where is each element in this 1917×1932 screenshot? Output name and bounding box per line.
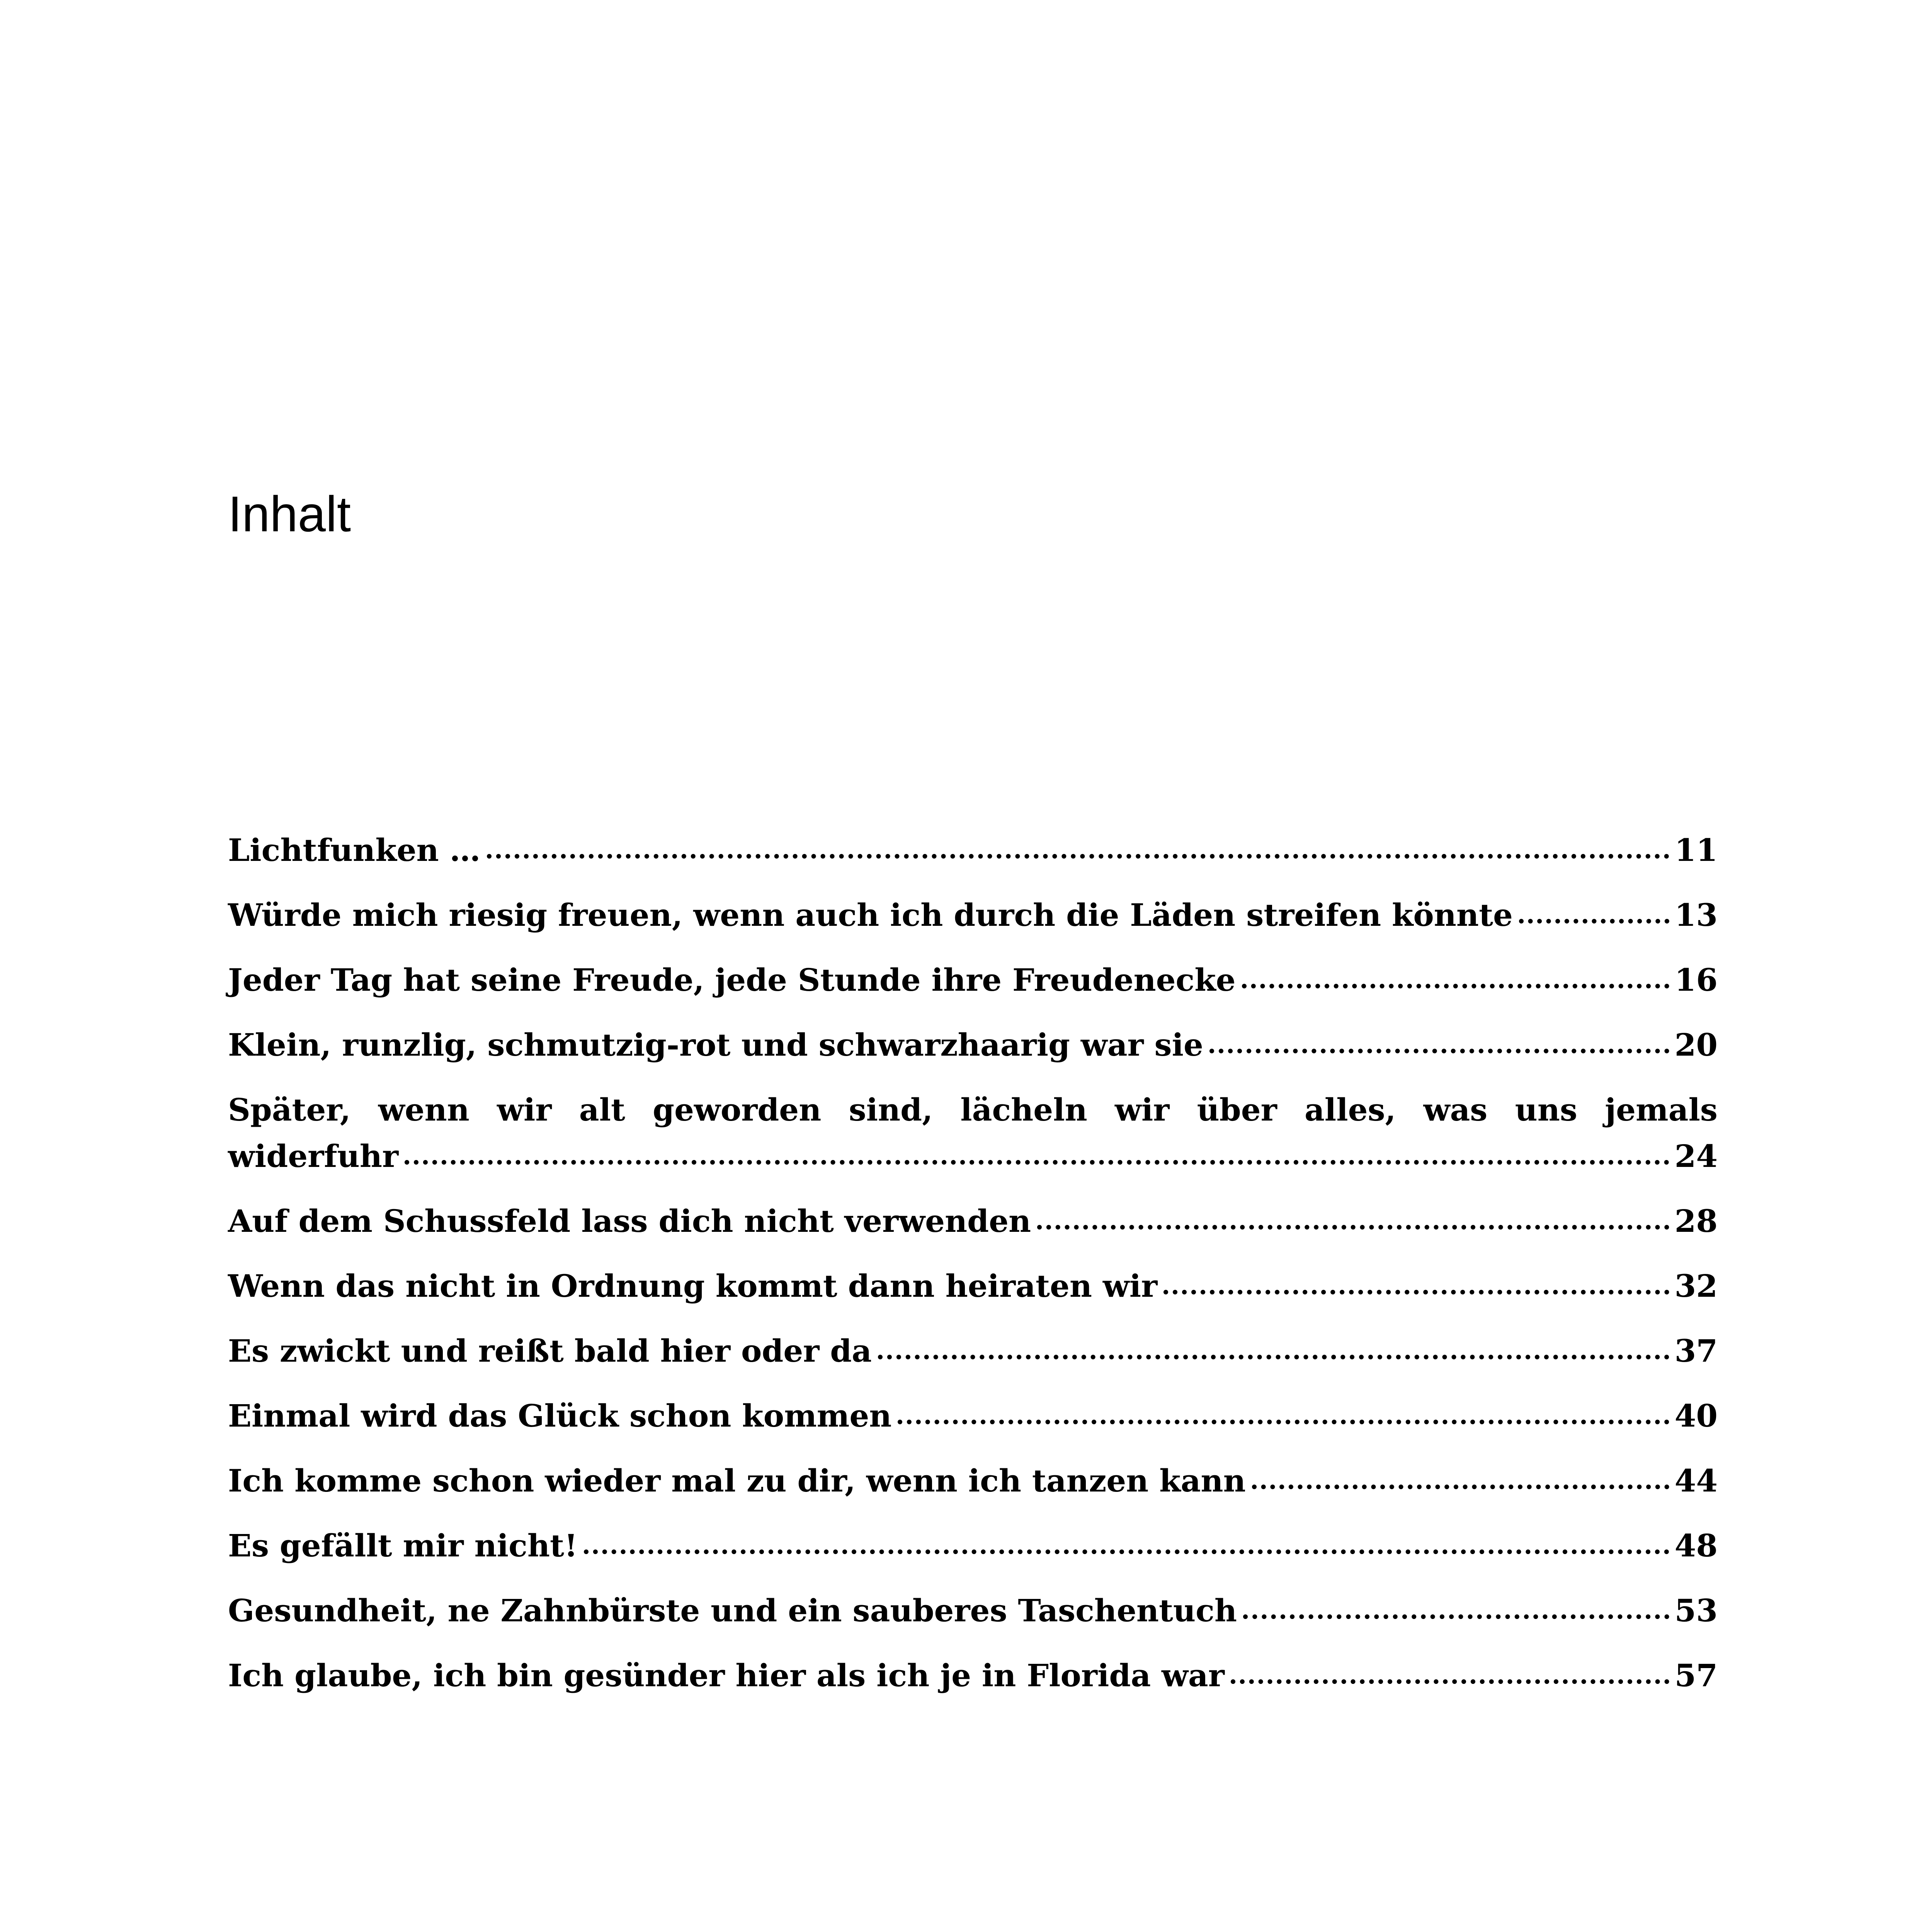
dot-leader [1242, 984, 1669, 988]
title-word: wir [1114, 1092, 1170, 1128]
toc-entry-page: 48 [1674, 1527, 1718, 1564]
dot-leader [405, 1160, 1669, 1165]
dot-leader [1163, 1290, 1669, 1294]
toc-entry [228, 1458, 1718, 1504]
title-word: alles, [1304, 1092, 1396, 1128]
toc-entry-title-continuation: widerfuhr [228, 1138, 399, 1174]
toc-entry [228, 1087, 1718, 1179]
toc-entry-page: 16 [1674, 962, 1718, 998]
toc-entry-title-line-1 [228, 1087, 1718, 1133]
toc-entry [228, 1522, 1718, 1569]
toc-entry-page: 20 [1674, 1027, 1718, 1063]
dot-leader [1209, 1049, 1669, 1053]
toc-entry-page: 11 [1674, 832, 1718, 868]
toc-entry-title: Wenn das nicht in Ordnung kommt dann heiraten wir [228, 1268, 1158, 1304]
title-word: alt [579, 1092, 625, 1128]
toc-entry-title: Gesundheit, ne Zahnbürste und ein sauberes Taschentuch [228, 1592, 1237, 1629]
toc-entry-title-line-2 [228, 1133, 1718, 1179]
toc-entry-title: Ich komme schon wieder mal zu dir, wenn ich tanzen kann [228, 1463, 1246, 1499]
toc-entry-page: 24 [1674, 1138, 1718, 1174]
toc-entry-title [228, 1087, 1718, 1179]
toc-entry-page: 32 [1674, 1268, 1718, 1304]
title-word: was [1423, 1092, 1488, 1128]
dot-leader [1037, 1225, 1669, 1230]
toc-entry-page: 37 [1674, 1333, 1718, 1369]
toc-entry-page: 28 [1674, 1203, 1718, 1239]
title-word: Später, [228, 1092, 351, 1128]
toc-entry [228, 892, 1718, 938]
dot-leader [1252, 1485, 1669, 1489]
toc-entry-page: 40 [1674, 1398, 1718, 1434]
dot-leader [1519, 919, 1669, 923]
dot-leader [487, 854, 1669, 859]
toc-entry-title: Lichtfunken … [228, 832, 481, 868]
title-word: jemals [1605, 1092, 1718, 1128]
toc-entry-title: Auf dem Schussfeld lass dich nicht verwenden [228, 1203, 1031, 1239]
toc-entry-page: 53 [1674, 1592, 1718, 1629]
toc-entry [228, 957, 1718, 1003]
toc-entry [228, 1198, 1718, 1244]
toc-entry-title: Würde mich riesig freuen, wenn auch ich durch die Läden streifen könnte [228, 897, 1513, 933]
toc-entry-title: Es zwickt und reißt bald hier oder da [228, 1333, 872, 1369]
toc-entry-title: Jeder Tag hat seine Freude, jede Stunde ihre Freudenecke [228, 962, 1236, 998]
dot-leader [1243, 1614, 1669, 1619]
toc-entry [228, 1022, 1718, 1068]
title-word: lächeln [960, 1092, 1087, 1128]
title-word: geworden [653, 1092, 822, 1128]
title-word: wenn [378, 1092, 469, 1128]
title-word: sind, [849, 1092, 933, 1128]
toc-entry-page: 57 [1674, 1657, 1718, 1694]
dot-leader [898, 1420, 1669, 1424]
title-word: uns [1515, 1092, 1577, 1128]
toc-entry-title: Ich glaube, ich bin gesünder hier als ich je in Florida war [228, 1657, 1225, 1694]
toc-entry-title: Es gefällt mir nicht! [228, 1527, 578, 1564]
title-word: wir [497, 1092, 552, 1128]
toc-entry [228, 1587, 1718, 1634]
toc-entry [228, 1328, 1718, 1374]
toc-entry-title: Klein, runzlig, schmutzig-rot und schwarzhaarig war sie [228, 1027, 1203, 1063]
dot-leader [1231, 1679, 1669, 1684]
toc-entry [228, 827, 1718, 873]
toc-entry-page: 13 [1674, 897, 1718, 933]
title-word: über [1197, 1092, 1277, 1128]
table-of-contents [228, 827, 1718, 1717]
toc-entry [228, 1652, 1718, 1699]
toc-entry-page: 44 [1674, 1463, 1718, 1499]
dot-leader [878, 1355, 1669, 1359]
toc-heading: Inhalt [228, 486, 351, 542]
toc-entry [228, 1393, 1718, 1439]
toc-entry [228, 1263, 1718, 1309]
toc-entry-title: Einmal wird das Glück schon kommen [228, 1398, 892, 1434]
dot-leader [584, 1549, 1669, 1554]
